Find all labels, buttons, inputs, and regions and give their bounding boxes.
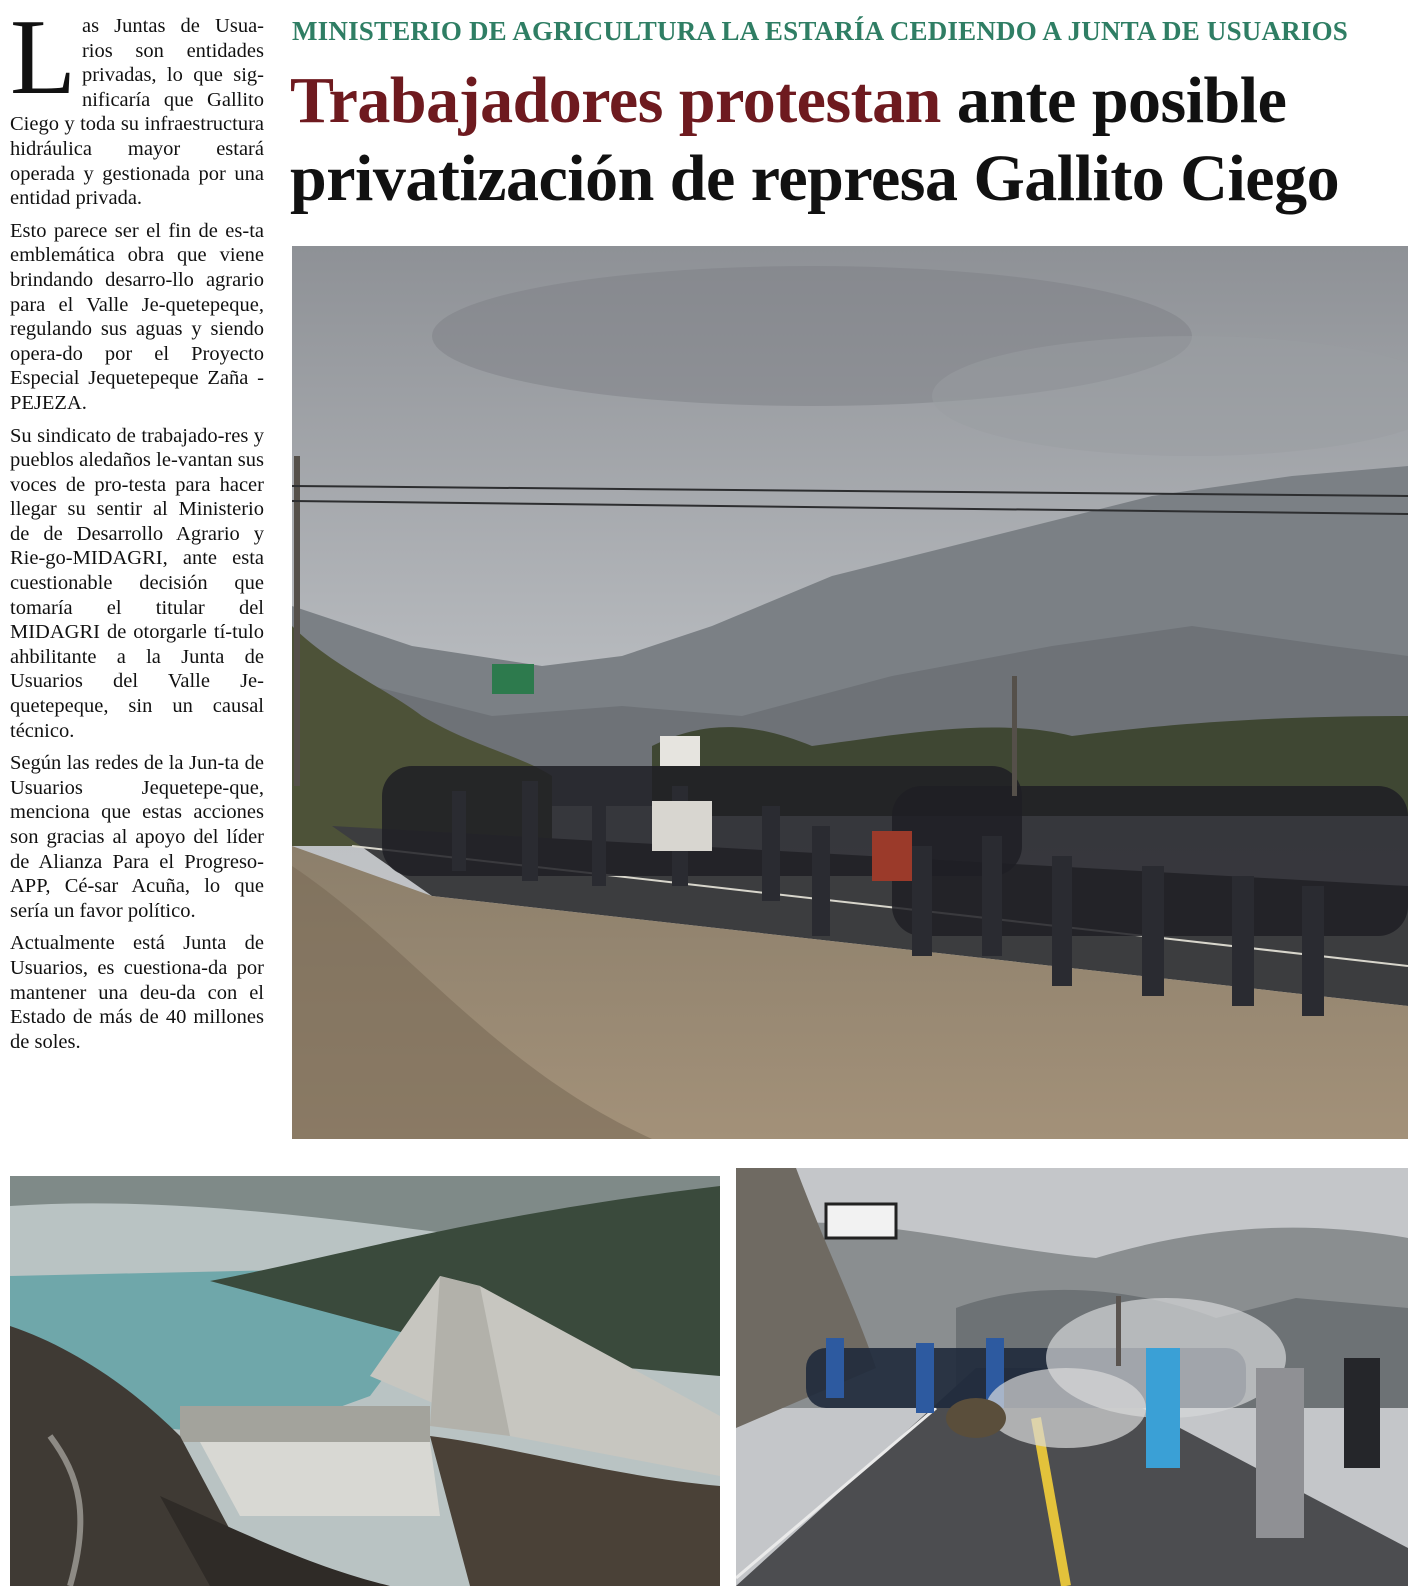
article-body	[10, 0, 264, 1062]
drop-cap: L	[10, 0, 76, 117]
paragraph-3: Su sindicato de trabajado-res y pueblos aledaños le-vantan sus voces de pro-testa para hacer llegar su sentir al Ministerio de de Desarrollo Agrario y Rie-go-MIDAGRI, ante esta cuestionable decisión que tomaría el titular del MIDAGRI de otorgarle tí-tulo ahbilitante a la Junta de Usuarios del Valle Je-quetepeque, sin un causal técnico.	[10, 424, 264, 742]
paragraph-4: Según las redes de la Jun-ta de Usuarios Jequetepe-que, menciona que estas acciones son gracias al apoyo del líder de Alianza Para el Progreso- APP, Cé-sar Acuña, lo que sería un favor político.	[10, 752, 264, 922]
paragraph-1	[10, 0, 264, 211]
paragraph-1-text: as Juntas de Usua-rios son entidades privadas, lo que sig-nificaría que Gallito Ciego y toda su infraestructura hidráulica mayor estará operada y gestionada por una entidad privada.	[10, 15, 264, 210]
paragraph-5: Actualmente está Junta de Usuarios, es cuestiona-da por mantener una deu-da con el Estado de más de 40 millones de soles.	[10, 932, 264, 1053]
kicker: MINISTERIO DE AGRICULTURA LA ESTARÍA CEDIENDO A JUNTA DE USUARIOS	[292, 16, 1349, 46]
headline-accent: Trabajadores protestan	[290, 64, 941, 137]
dam-photo	[10, 1176, 720, 1586]
headline	[290, 62, 1400, 218]
road-blockade-photo	[736, 1168, 1408, 1586]
headline-rest: ante posible privatización de represa Gallito Ciego	[290, 64, 1340, 215]
protest-photo	[292, 246, 1408, 1139]
paragraph-2: Esto parece ser el fin de es-ta emblemática obra que viene brindando desarro-llo agrario para el Valle Je-quetepeque, regulando sus aguas y siendo opera-do por el Proyecto Especial Jequetepeque Zaña - PEJEZA.	[10, 219, 264, 414]
